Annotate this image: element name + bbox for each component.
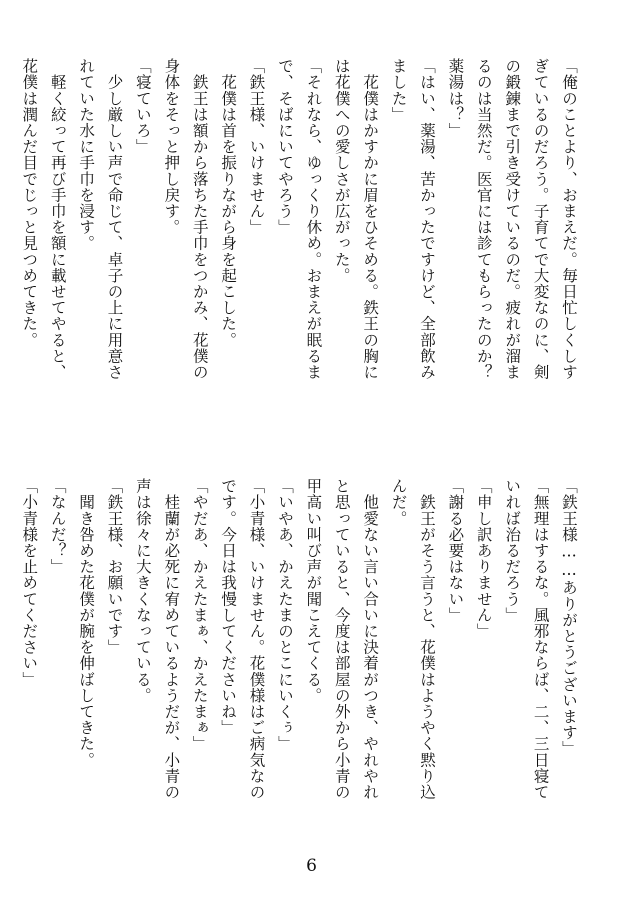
text-line: と思っていると、今度は部屋の外から小青の [332,478,351,800]
text-line: 「それなら、ゆっくり休め。おまえが眠るま [304,58,323,380]
text-line: んだ。 [389,478,408,527]
text-line: 「俺のことより、おまえだ。毎日忙しくしす [560,58,578,380]
page-number: 6 [306,856,317,876]
text-line: 少し厳しい声で命じて、卓子の上に用意さ [105,58,124,380]
text-line: 「やだあ、かえたまぁ、かえたまぁ」 [190,478,209,752]
text-line: 薬湯は？」 [446,58,465,139]
text-line: るのは当然だ。医官には診てもらったのか？ [474,58,493,380]
text-line: ぎているのだろう。子育てで大変なのに、剣 [531,58,550,380]
text-line: 「鉄王様……ありがとうございます」 [560,478,578,757]
text-line: 他愛ない言い合いに決着がつき、やれやれ [361,478,380,800]
upper-text-block [20,58,583,458]
text-line: 鉄王は額から落ちた手巾をつかみ、花僕の [190,58,209,380]
text-line: いれば治るだろう」 [503,478,522,623]
text-line: 花僕はかすかに眉をひそめる。鉄王の胸に [361,58,380,380]
text-line: 甲高い叫び声が聞こえてくる。 [304,478,323,704]
text-line: 「鉄王様、お願いです」 [105,478,124,656]
text-line: 桂蘭が必死に宥めているようだが、小青の [162,478,181,800]
text-line: れていた水に手巾を浸す。 [77,58,96,252]
text-line: の鍛錬まで引き受けているのだ。疲れが溜ま [503,58,522,380]
text-line: 鉄王がそう言うと、花僕はようやく黙り込 [417,478,436,800]
text-line: 「申し訳ありません」 [474,478,493,639]
text-line: は花僕への愛しさが広がった。 [332,58,351,284]
text-line: 「鉄王様、いけません」 [247,58,266,236]
text-line: 「小青様、いけません。花僕様はご病気なの [247,478,266,800]
lower-text-block [20,478,583,808]
text-line: 聞き咎めた花僕が腕を伸ばしてきた。 [77,478,96,768]
text-line: 「小青様を止めてください」 [20,478,39,688]
text-line: 花僕は潤んだ目でじっと見つめてきた。 [20,58,39,348]
text-line: 身体をそっと押し戻す。 [162,58,181,236]
text-line: 「謝る必要はない」 [446,478,465,623]
text-line: 「寝ていろ」 [133,58,152,155]
text-line: 「はい、薬湯、苦かったですけど、全部飲み [417,58,436,380]
text-line: です。今日は我慢してくださいね」 [219,478,238,736]
text-line: 「いやあ、かえたまのとこにいくぅ」 [275,478,294,752]
text-line: 軽く絞って再び手巾を額に載せてやると、 [48,58,67,380]
text-line: 「なんだ？」 [48,478,67,575]
text-line: で、そばにいてやろう」 [275,58,294,236]
text-line: ました」 [389,58,408,123]
text-line: 声は徐々に大きくなっている。 [133,478,152,704]
text-line: 花僕は首を振りながら身を起こした。 [219,58,238,348]
text-line: 「無理はするな。風邪ならば、二、三日寝て [531,478,550,800]
